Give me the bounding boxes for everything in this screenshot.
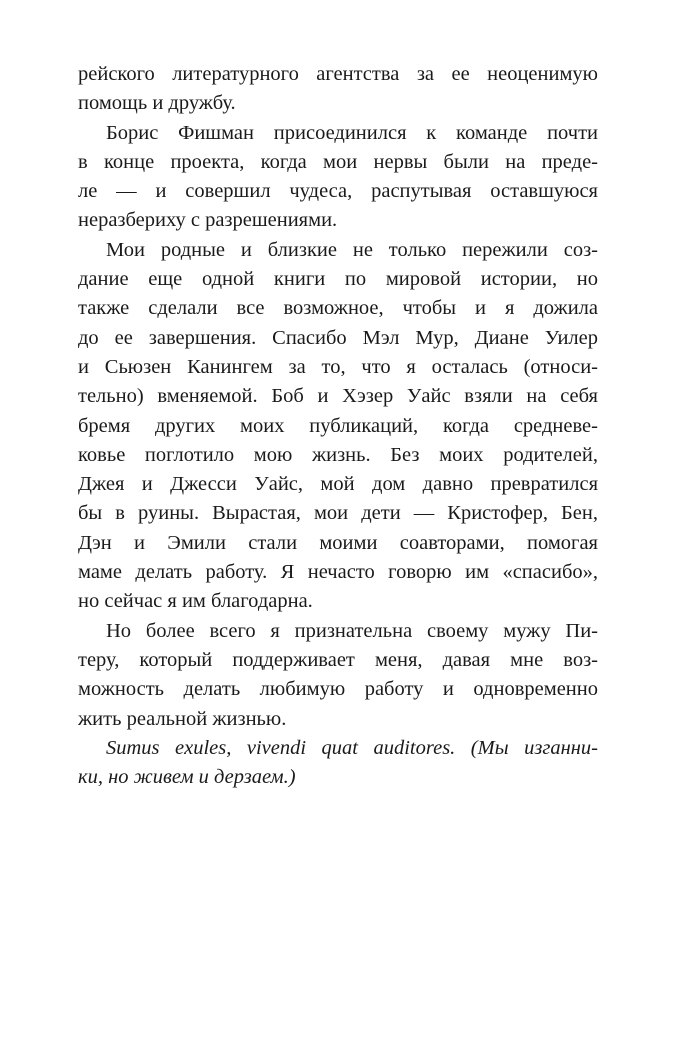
paragraph-family-thanks [78, 236, 598, 617]
text-line: до ее завершения. Спасибо Мэл Мур, Диане Уилер [78, 326, 598, 349]
text-line: неразбериху с разрешениями. [78, 209, 338, 232]
text-line: ки, но живем и дерзаем.) [78, 766, 296, 789]
paragraph-boris-fishman [78, 119, 598, 236]
text-line: Джея и Джесси Уайс, мой дом давно превратился [78, 473, 598, 496]
text-line: дание еще одной книги по мировой истории, но [78, 268, 598, 291]
text-line: Борис Фишман присоединился к команде почти [106, 121, 598, 144]
paragraph-latin-motto [78, 734, 598, 793]
text-line: маме делать работу. Я нечасто говорю им «спасибо», [78, 561, 598, 584]
paragraph-agency-thanks [78, 60, 598, 119]
text-line: Но более всего я признательна своему мужу Пи- [106, 619, 598, 642]
text-line: бы в руины. Вырастая, мои дети — Кристофер, Бен, [78, 502, 598, 525]
text-line: но сейчас я им благодарна. [78, 590, 313, 613]
text-line: теру, который поддерживает меня, давая мне воз- [78, 648, 598, 671]
text-line: бремя других моих публикаций, когда средневе- [78, 414, 598, 437]
paragraph-husband-thanks [78, 617, 598, 734]
text-line: помощь и дружбу. [78, 92, 236, 115]
text-line: также сделали все возможное, чтобы и я дожила [78, 297, 598, 320]
text-line: можность делать любимую работу и одновременно [78, 678, 598, 701]
document-page [78, 60, 598, 792]
text-line: Дэн и Эмили стали моими соавторами, помогая [78, 531, 598, 554]
text-line: рейского литературного агентства за ее неоценимую [78, 63, 598, 85]
text-line: в конце проекта, когда мои нервы были на преде- [78, 150, 598, 173]
text-line: ковье поглотило мою жизнь. Без моих родителей, [78, 443, 598, 466]
text-line: тельно) вменяемой. Боб и Хэзер Уайс взяли на себя [78, 385, 598, 408]
text-line: ле — и совершил чудеса, распутывая оставшуюся [78, 180, 598, 203]
text-line: Sumus exules, vivendi quat auditores. (Мы изганни- [106, 736, 598, 759]
text-line: Мои родные и близкие не только пережили соз- [106, 238, 598, 261]
text-line: и Сьюзен Канингем за то, что я осталась (относи- [78, 355, 598, 378]
text-line: жить реальной жизнью. [78, 707, 287, 730]
